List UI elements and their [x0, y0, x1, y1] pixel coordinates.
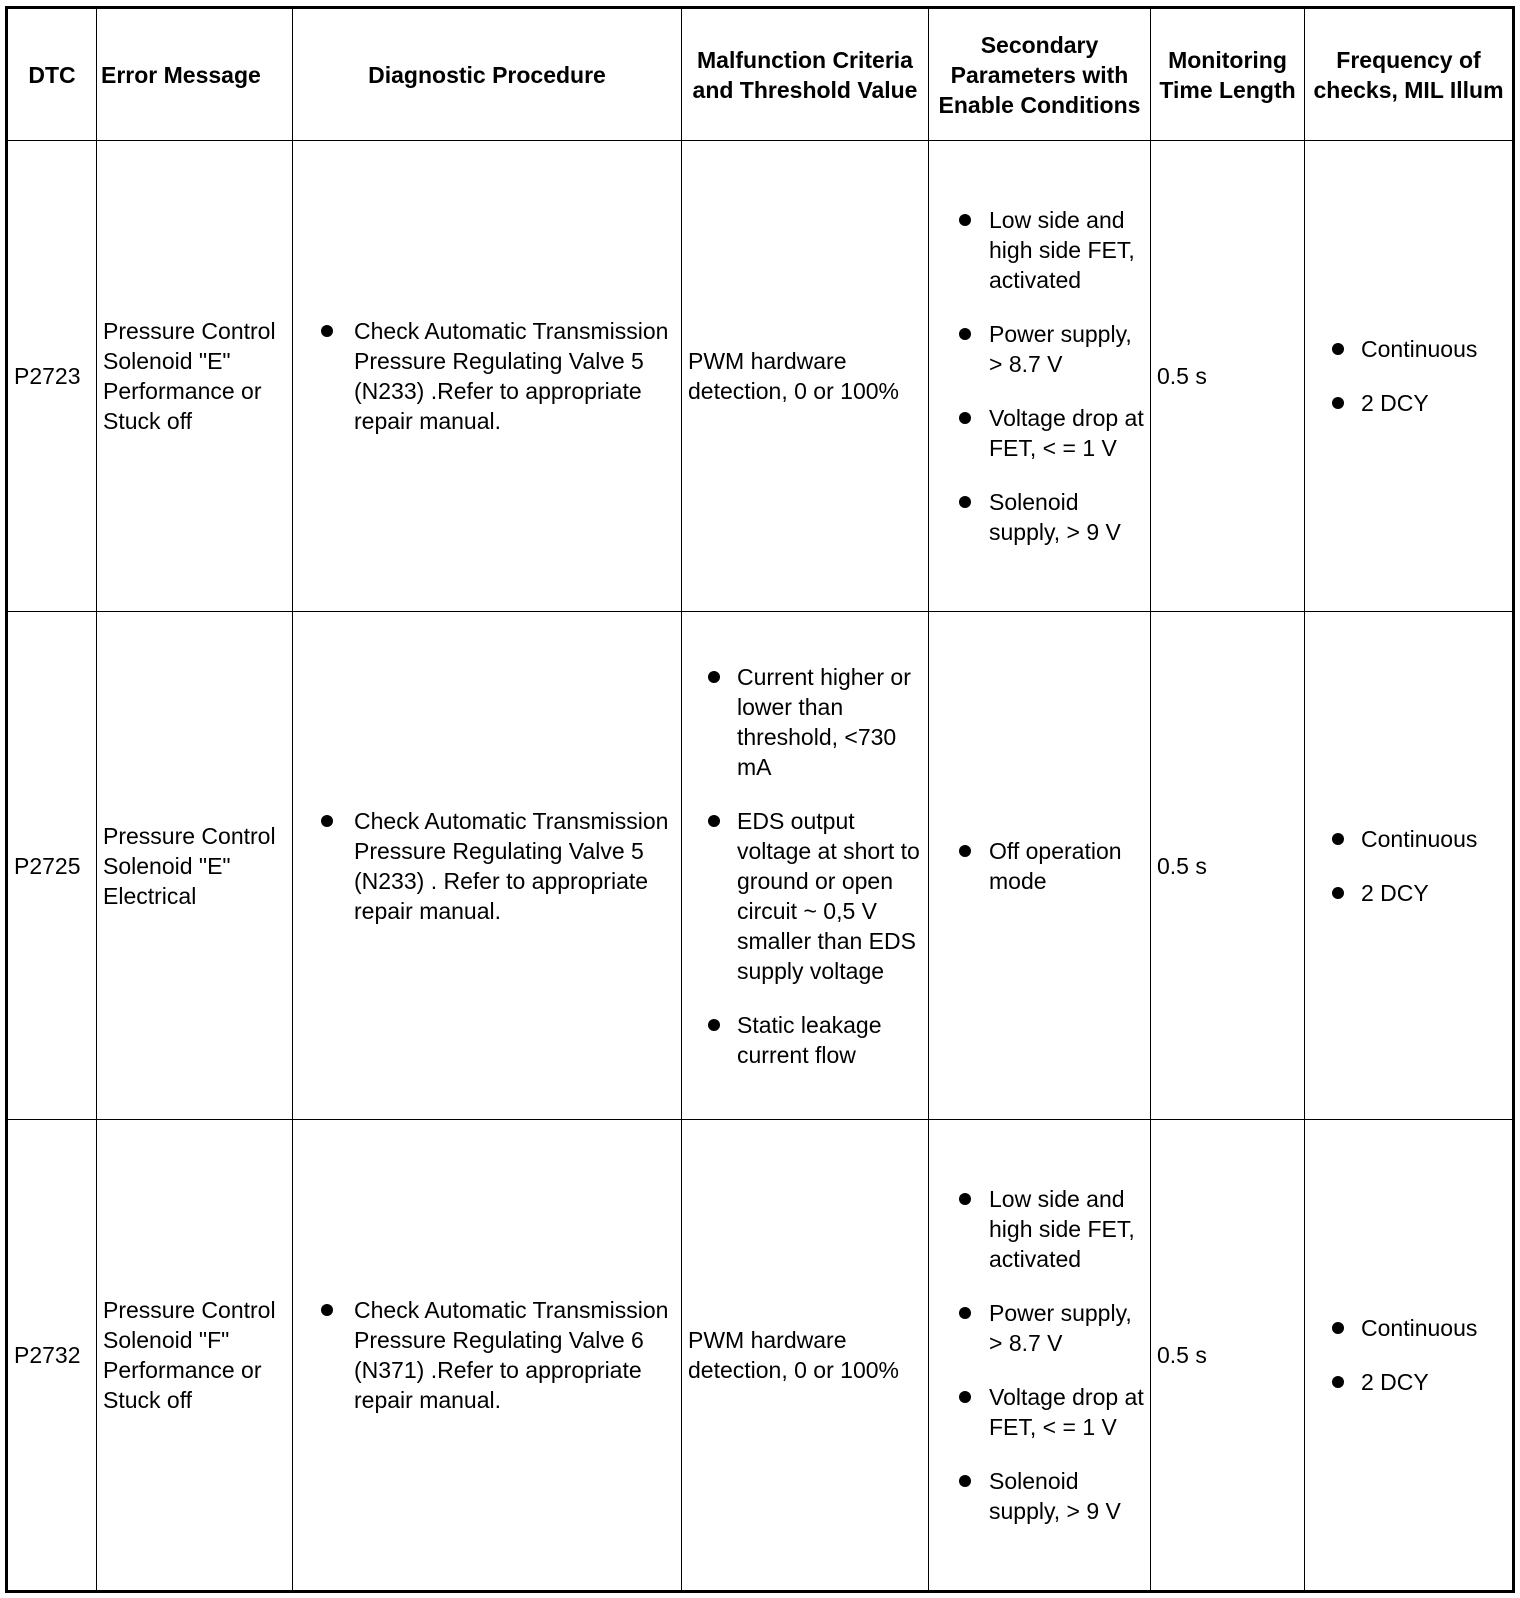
monitoring-time: 0.5 s: [1151, 612, 1305, 1120]
secondary-parameter-item: Solenoid supply, > 9 V: [935, 487, 1144, 547]
dtc-code: P2723: [7, 141, 97, 612]
table-row: [7, 612, 1514, 1120]
secondary-parameter-item: Power supply, > 8.7 V: [935, 319, 1144, 379]
malfunction-criteria: PWM hardware detection, 0 or 100%: [682, 1120, 929, 1592]
table-row: [7, 1120, 1514, 1592]
header-monitoring-time: Monitoring Time Length: [1151, 8, 1305, 141]
header-row: [7, 8, 1514, 141]
error-message: Pressure Control Solenoid "E" Performance or Stuck off: [97, 141, 293, 612]
secondary-parameter-item: Power supply, > 8.7 V: [935, 1298, 1144, 1358]
secondary-parameter-item: Low side and high side FET, activated: [935, 205, 1144, 295]
header-dtc: DTC: [7, 8, 97, 141]
diagnostic-procedure-item: Check Automatic Transmission Pressure Regulating Valve 5 (N233) .Refer to appropriate repair manual.: [299, 316, 675, 436]
secondary-parameter-item: Low side and high side FET, activated: [935, 1184, 1144, 1274]
secondary-parameter-item: Solenoid supply, > 9 V: [935, 1466, 1144, 1526]
header-secondary-parameters: Secondary Parameters with Enable Conditions: [929, 8, 1151, 141]
frequency-item: Continuous: [1311, 334, 1506, 364]
monitoring-time: 0.5 s: [1151, 1120, 1305, 1592]
secondary-parameters-cell: [929, 141, 1151, 612]
malfunction-criteria-item: Static leakage current flow: [688, 1010, 922, 1070]
malfunction-criteria-item: EDS output voltage at short to ground or open circuit ~ 0,5 V smaller than EDS supply voltage: [688, 806, 922, 986]
header-frequency: Frequency of checks, MIL Illum: [1305, 8, 1514, 141]
header-malfunction-criteria: Malfunction Criteria and Threshold Value: [682, 8, 929, 141]
secondary-parameter-item: Off operation mode: [935, 836, 1144, 896]
monitoring-time: 0.5 s: [1151, 141, 1305, 612]
malfunction-criteria-cell: [682, 612, 929, 1120]
frequency-item: 2 DCY: [1311, 388, 1506, 418]
secondary-parameter-item: Voltage drop at FET, < = 1 V: [935, 1382, 1144, 1442]
frequency-item: 2 DCY: [1311, 1367, 1506, 1397]
error-message: Pressure Control Solenoid "F" Performance or Stuck off: [97, 1120, 293, 1592]
secondary-parameter-item: Voltage drop at FET, < = 1 V: [935, 403, 1144, 463]
diagnostic-procedure-cell: [293, 1120, 682, 1592]
diagnostic-procedure-cell: [293, 141, 682, 612]
diagnostic-procedure-item: Check Automatic Transmission Pressure Regulating Valve 6 (N371) .Refer to appropriate repair manual.: [299, 1295, 675, 1415]
dtc-code: P2725: [7, 612, 97, 1120]
diagnostic-procedure-cell: [293, 612, 682, 1120]
table-row: [7, 141, 1514, 612]
secondary-parameters-cell: [929, 1120, 1151, 1592]
header-diagnostic-procedure: Diagnostic Procedure: [293, 8, 682, 141]
malfunction-criteria: PWM hardware detection, 0 or 100%: [682, 141, 929, 612]
header-error-message: Error Message: [97, 8, 293, 141]
error-message: Pressure Control Solenoid "E" Electrical: [97, 612, 293, 1120]
frequency-cell: [1305, 1120, 1514, 1592]
frequency-item: Continuous: [1311, 824, 1506, 854]
diagnostic-procedure-item: Check Automatic Transmission Pressure Regulating Valve 5 (N233) . Refer to appropriate repair manual.: [299, 806, 675, 926]
frequency-item: Continuous: [1311, 1313, 1506, 1343]
dtc-table: [5, 6, 1515, 1593]
frequency-cell: [1305, 612, 1514, 1120]
frequency-cell: [1305, 141, 1514, 612]
malfunction-criteria-item: Current higher or lower than threshold, <730 mA: [688, 662, 922, 782]
dtc-code: P2732: [7, 1120, 97, 1592]
frequency-item: 2 DCY: [1311, 878, 1506, 908]
secondary-parameters-cell: [929, 612, 1151, 1120]
